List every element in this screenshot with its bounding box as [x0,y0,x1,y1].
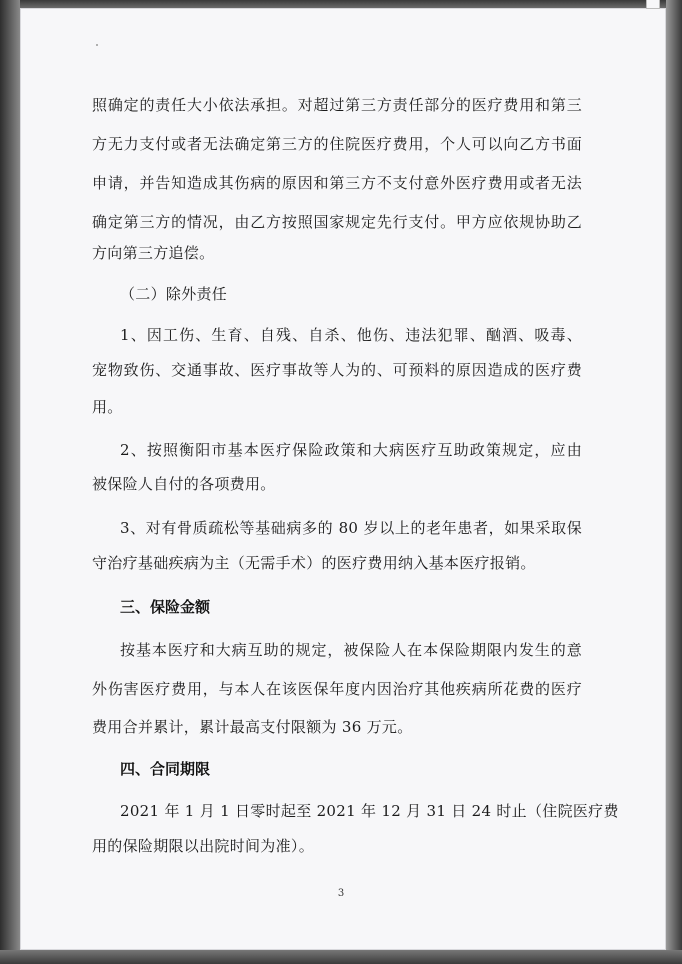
body-line: 2021 年 1 月 1 日零时起至 2021 年 12 月 31 日 24 时止（住院医疗费 [120,802,619,820]
section-heading-contract-term: 四、合同期限 [120,760,211,778]
body-line: 宠物致伤、交通事故、医疗事故等人为的、可预料的原因造成的医疗费 [92,361,582,379]
body-line: 照确定的责任大小依法承担。对超过第三方责任部分的医疗费用和第三 [92,96,582,114]
body-line: 外伤害医疗费用，与本人在该医保年度内因治疗其他疾病所花费的医疗 [92,680,582,698]
subsection-heading: （二）除外责任 [120,285,228,303]
body-line: 方无力支付或者无法确定第三方的住院医疗费用，个人可以向乙方书面 [92,135,582,153]
body-line: 2、按照衡阳市基本医疗保险政策和大病医疗互助政策规定，应由 [120,441,582,459]
page-number: 3 [337,888,345,899]
scan-left-edge [0,0,20,964]
body-line: 用的保险期限以出院时间为准）。 [92,837,315,855]
body-line: 守治疗基础疾病为主（无需手术）的医疗费用纳入基本医疗报销。 [92,554,536,572]
scan-speck [96,44,98,46]
scan-top-edge [0,0,682,8]
scan-right-edge [666,0,682,964]
paper-corner [646,0,660,9]
body-line: 用。 [92,398,123,416]
scan-bottom-edge [0,950,682,964]
section-heading-insured-amount: 三、保险金额 [120,598,211,616]
body-line: 费用合并累计，累计最高支付限额为 36 万元。 [92,718,413,736]
body-line: 3、对有骨质疏松等基础病多的 80 岁以上的老年患者，如果采取保 [120,519,582,537]
body-line: 确定第三方的情况，由乙方按照国家规定先行支付。甲方应依规协助乙 [92,213,582,231]
body-line: 1、因工伤、生育、自残、自杀、他伤、违法犯罪、酗酒、吸毒、 [120,326,582,344]
body-line: 方向第三方追偿。 [92,244,215,262]
body-line: 被保险人自付的各项费用。 [92,475,276,493]
body-line: 申请，并告知造成其伤病的原因和第三方不支付意外医疗费用或者无法 [92,174,582,192]
body-line: 按基本医疗和大病互助的规定，被保险人在本保险期限内发生的意 [120,641,582,659]
